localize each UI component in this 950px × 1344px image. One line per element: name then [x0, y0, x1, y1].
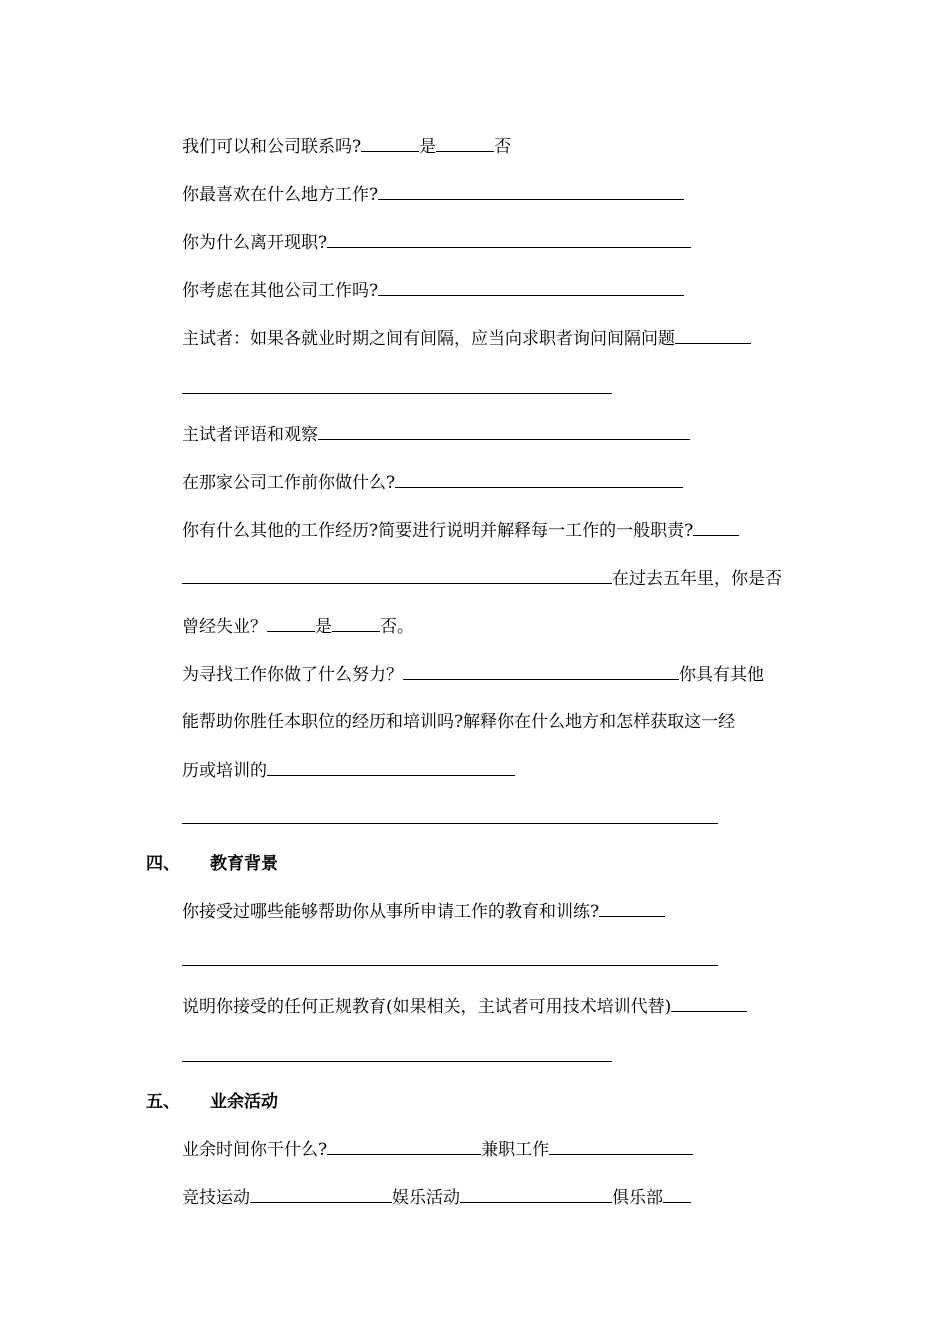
favorite-place-question: 你最喜欢在什么地方工作?	[182, 182, 684, 207]
other-company-blank[interactable]	[378, 278, 684, 296]
training-question-end: 历或培训的	[182, 758, 515, 783]
favorite-place-blank[interactable]	[378, 182, 684, 200]
comments-blank[interactable]	[318, 422, 690, 440]
why-leave-question: 你为什么离开现职?	[182, 230, 691, 255]
sports-blank[interactable]	[250, 1185, 392, 1203]
club-blank[interactable]	[663, 1185, 691, 1203]
training-question: 能帮助你胜任本职位的经历和培训吗?解释你在什么地方和怎样获取这一经	[182, 712, 736, 732]
before-company-blank[interactable]	[395, 470, 683, 488]
why-leave-blank[interactable]	[327, 230, 691, 248]
unemployed-blank-2[interactable]	[332, 614, 380, 632]
education-blank-line[interactable]	[182, 965, 718, 966]
formal-education-blank-line[interactable]	[182, 1061, 612, 1062]
before-company-question: 在那家公司工作前你做什么?	[182, 470, 683, 495]
gap-blank-line[interactable]	[182, 393, 612, 394]
training-blank[interactable]	[267, 758, 515, 776]
experience-blank[interactable]	[693, 518, 739, 536]
section-5-heading: 五、 业余活动	[146, 1092, 278, 1112]
gap-blank[interactable]	[675, 326, 751, 344]
part-time-blank[interactable]	[549, 1137, 693, 1155]
section-4-heading: 四、 教育背景	[146, 854, 278, 874]
job-search-blank[interactable]	[403, 662, 679, 680]
education-blank[interactable]	[599, 899, 665, 917]
contact-blank-2[interactable]	[436, 134, 494, 152]
unemployed-question-part1: 在过去五年里，你是否	[182, 566, 782, 591]
activities-line: 竞技运动 娱乐活动 俱乐部	[182, 1185, 691, 1210]
interviewer-gap-note: 主试者：如果各就业时期之间有间隔，应当向求职者询问间隔问题	[182, 326, 751, 351]
unemployed-blank-1[interactable]	[267, 614, 315, 632]
formal-education-blank[interactable]	[671, 994, 747, 1012]
experience-blank-line[interactable]	[182, 566, 612, 584]
entertainment-blank[interactable]	[460, 1185, 612, 1203]
job-search-question: 为寻找工作你做了什么努力？ 你具有其他	[182, 662, 764, 687]
other-experience-question: 你有什么其他的工作经历?简要进行说明并解释每一工作的一般职责?	[182, 518, 739, 543]
training-blank-line[interactable]	[182, 823, 718, 824]
spare-time-blank[interactable]	[327, 1137, 481, 1155]
spare-time-question: 业余时间你干什么? 兼职工作	[182, 1137, 693, 1162]
unemployed-question-part2: 曾经失业？ 是 否。	[182, 614, 414, 639]
formal-education-question: 说明你接受的任何正规教育(如果相关，主试者可用技术培训代替)	[182, 994, 747, 1019]
other-company-question: 你考虑在其他公司工作吗?	[182, 278, 684, 303]
contact-company-question: 我们可以和公司联系吗? 是 否	[182, 134, 511, 159]
interviewer-comments: 主试者评语和观察	[182, 422, 690, 447]
education-question: 你接受过哪些能够帮助你从事所申请工作的教育和训练?	[182, 899, 665, 924]
contact-blank-1[interactable]	[361, 134, 419, 152]
